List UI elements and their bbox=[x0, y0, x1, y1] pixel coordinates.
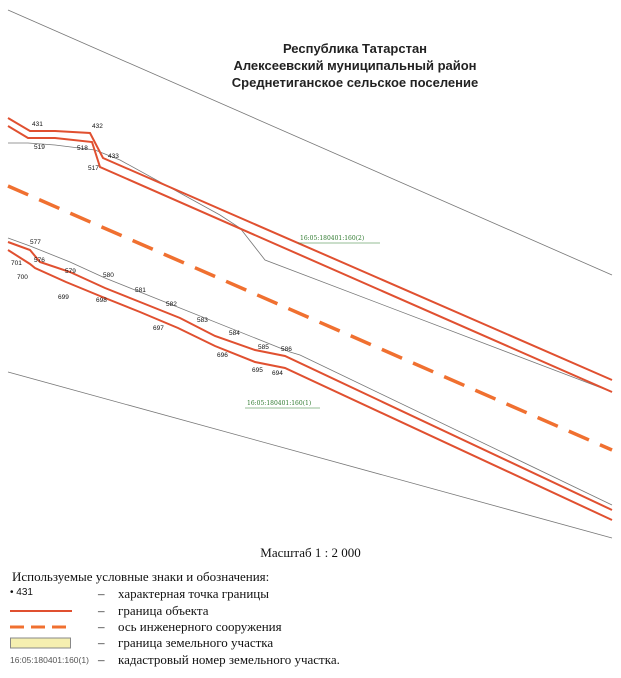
map-title-line-3: Среднетиганское сельское поселение bbox=[231, 75, 479, 90]
legend-dash: – bbox=[98, 652, 105, 667]
point-695: 695 bbox=[252, 367, 263, 374]
legend-text-point: характерная точка границы bbox=[118, 586, 269, 601]
legend-dash: – bbox=[98, 586, 105, 601]
legend-dash: – bbox=[98, 603, 105, 618]
point-701: 701 bbox=[11, 260, 22, 267]
point-518: 518 bbox=[77, 145, 88, 152]
legend-text-cadastral: кадастровый номер земельного участка. bbox=[118, 652, 340, 667]
point-576: 576 bbox=[34, 257, 45, 264]
map-title-line-2: Алексеевский муниципальный район bbox=[233, 58, 477, 73]
legend-item-cadastral bbox=[10, 652, 610, 668]
point-432: 432 bbox=[92, 123, 103, 130]
legend-item-parcel bbox=[10, 635, 610, 651]
legend-item-axis bbox=[10, 619, 610, 635]
legend-text-object-boundary: граница объекта bbox=[118, 603, 209, 618]
legend-text-parcel: граница земельного участка bbox=[118, 635, 274, 650]
point-696: 696 bbox=[217, 352, 228, 359]
point-519: 519 bbox=[34, 144, 45, 151]
point-584: 584 bbox=[229, 330, 240, 337]
cadastral-label-lower: 16:05:180401:160(1) bbox=[247, 400, 312, 407]
point-585: 585 bbox=[258, 344, 269, 351]
point-581: 581 bbox=[135, 287, 146, 294]
legend-dash: – bbox=[98, 635, 105, 650]
map-title-line-1: Республика Татарстан bbox=[282, 41, 428, 56]
legend-item-object-boundary bbox=[10, 603, 610, 619]
legend-dash: – bbox=[98, 619, 105, 634]
point-577: 577 bbox=[30, 239, 41, 246]
legend-title: Используемые условные знаки и обозначения: bbox=[12, 569, 270, 584]
scale-text: Масштаб 1 : 2 000 bbox=[260, 545, 361, 560]
point-694: 694 bbox=[272, 370, 283, 377]
cadastral-label-upper: 16:05:180401:160(2) bbox=[300, 235, 365, 242]
point-580: 580 bbox=[103, 272, 114, 279]
point-517: 517 bbox=[88, 165, 99, 172]
legend-point-sample: • 431 bbox=[10, 587, 33, 598]
legend-item-point bbox=[10, 586, 610, 602]
legend-object-line-icon bbox=[10, 603, 76, 619]
point-586: 586 bbox=[281, 346, 292, 353]
point-433: 433 bbox=[108, 153, 119, 160]
point-431: 431 bbox=[32, 121, 43, 128]
point-579: 579 bbox=[65, 268, 76, 275]
point-582: 582 bbox=[166, 301, 177, 308]
point-697: 697 bbox=[153, 325, 164, 332]
legend-axis-line-icon bbox=[10, 619, 76, 635]
legend-parcel-box-icon bbox=[10, 635, 76, 651]
point-700: 700 bbox=[17, 274, 28, 281]
legend-text-axis: ось инженерного сооружения bbox=[118, 619, 282, 634]
point-583: 583 bbox=[197, 317, 208, 324]
legend-cadastral-sample: 16:05:180401:160(1) bbox=[10, 655, 89, 665]
point-699: 699 bbox=[58, 294, 69, 301]
point-698: 698 bbox=[96, 297, 107, 304]
